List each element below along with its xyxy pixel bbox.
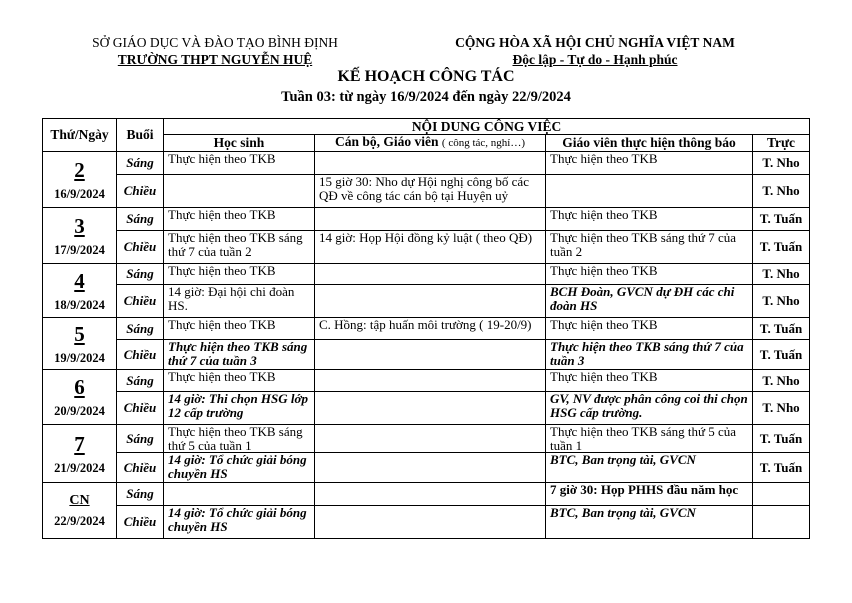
schedule-row — [43, 152, 810, 175]
day-cell — [43, 425, 117, 483]
schedule-row — [43, 340, 810, 370]
students-cell: Thực hiện theo TKB sáng thứ 7 của tuần 3 — [164, 340, 315, 370]
notice-cell: Thực hiện theo TKB sáng thứ 5 của tuần 1 — [546, 425, 753, 453]
notice-cell — [546, 175, 753, 208]
schedule-row — [43, 483, 810, 506]
schedule-row — [43, 370, 810, 392]
duty-cell — [753, 483, 810, 506]
day-date: 20/9/2024 — [54, 404, 105, 419]
schedule-row — [43, 175, 810, 208]
schedule-row — [43, 425, 810, 453]
notice-cell: 7 giờ 30: Họp PHHS đầu năm học — [546, 483, 753, 506]
schedule-row — [43, 231, 810, 264]
duty-cell — [753, 506, 810, 539]
schedule-row — [43, 264, 810, 285]
col-header-duty: Trực — [753, 135, 810, 152]
day-number: 3 — [74, 213, 85, 238]
day-cell — [43, 318, 117, 370]
notice-cell: GV, NV được phân công coi thi chọn HSG cấp trường. — [546, 392, 753, 425]
notice-cell: Thực hiện theo TKB — [546, 152, 753, 175]
day-number: 5 — [74, 321, 85, 346]
day-date: 17/9/2024 — [54, 242, 105, 257]
session-cell: Chiều — [117, 231, 164, 264]
day-date: 19/9/2024 — [54, 350, 105, 365]
work-schedule-table — [42, 118, 810, 539]
staff-cell — [315, 152, 546, 175]
students-cell: Thực hiện theo TKB sáng thứ 7 của tuần 2 — [164, 231, 315, 264]
day-number: 6 — [74, 375, 85, 400]
schedule-row — [43, 506, 810, 539]
staff-cell — [315, 370, 546, 392]
school-name: TRƯỜNG THPT NGUYỄN HUỆ — [117, 52, 313, 67]
duty-cell: T. Nho — [753, 285, 810, 318]
notice-cell: BCH Đoàn, GVCN dự ĐH các chi đoàn HS — [546, 285, 753, 318]
students-cell — [164, 483, 315, 506]
students-cell: 14 giờ: Tổ chức giải bóng chuyền HS — [164, 453, 315, 483]
staff-cell — [315, 425, 546, 453]
duty-cell: T. Nho — [753, 175, 810, 208]
document-title: KẾ HOẠCH CÔNG TÁC — [337, 68, 515, 85]
day-number: 4 — [74, 268, 85, 293]
col-header-students: Học sinh — [164, 135, 315, 152]
duty-cell: T. Tuấn — [753, 231, 810, 264]
country-name: CỘNG HÒA XÃ HỘI CHỦ NGHĨA VIỆT NAM — [455, 35, 735, 50]
duty-cell: T. Nho — [753, 152, 810, 175]
notice-cell: BTC, Ban trọng tài, GVCN — [546, 453, 753, 483]
staff-cell — [315, 483, 546, 506]
notice-cell: Thực hiện theo TKB — [546, 370, 753, 392]
schedule-row — [43, 453, 810, 483]
session-cell: Sáng — [117, 208, 164, 231]
document-subtitle: Tuần 03: từ ngày 16/9/2024 đến ngày 22/9/2024 — [281, 89, 571, 105]
duty-cell: T. Tuấn — [753, 453, 810, 483]
students-cell: Thực hiện theo TKB — [164, 318, 315, 340]
day-date: 16/9/2024 — [54, 186, 105, 201]
session-cell: Chiều — [117, 453, 164, 483]
duty-cell: T. Nho — [753, 264, 810, 285]
session-cell: Sáng — [117, 318, 164, 340]
day-cell — [43, 370, 117, 425]
staff-cell — [315, 506, 546, 539]
students-cell: Thực hiện theo TKB sáng thứ 5 của tuần 1 — [164, 425, 315, 453]
staff-cell: C. Hồng: tập huấn môi trường ( 19-20/9) — [315, 318, 546, 340]
students-cell: Thực hiện theo TKB — [164, 152, 315, 175]
day-cell — [43, 483, 117, 539]
day-number: 2 — [74, 157, 85, 182]
day-number: 7 — [74, 431, 85, 456]
day-number: CN — [69, 492, 90, 508]
students-cell — [164, 175, 315, 208]
session-cell: Chiều — [117, 285, 164, 318]
org-header — [60, 34, 370, 68]
national-header — [430, 34, 760, 68]
schedule-row — [43, 285, 810, 318]
staff-cell — [315, 285, 546, 318]
session-cell: Chiều — [117, 392, 164, 425]
day-cell — [43, 264, 117, 318]
staff-cell — [315, 208, 546, 231]
col-header-day: Thứ/Ngày — [43, 119, 117, 152]
duty-cell: T. Tuấn — [753, 340, 810, 370]
duty-cell: T. Tuấn — [753, 208, 810, 231]
col-header-session: Buổi — [117, 119, 164, 152]
students-cell: Thực hiện theo TKB — [164, 208, 315, 231]
students-cell: 14 giờ: Tổ chức giải bóng chuyền HS — [164, 506, 315, 539]
session-cell: Sáng — [117, 425, 164, 453]
session-cell: Chiều — [117, 175, 164, 208]
students-cell: Thực hiện theo TKB — [164, 264, 315, 285]
col-header-content: NỘI DUNG CÔNG VIỆC — [164, 119, 810, 135]
schedule-row — [43, 392, 810, 425]
notice-cell: Thực hiện theo TKB sáng thứ 7 của tuần 3 — [546, 340, 753, 370]
national-motto: Độc lập - Tự do - Hạnh phúc — [512, 52, 678, 67]
col-header-notice: Giáo viên thực hiện thông báo — [546, 135, 753, 152]
duty-cell: T. Nho — [753, 370, 810, 392]
day-date: 18/9/2024 — [54, 297, 105, 312]
staff-cell — [315, 264, 546, 285]
schedule-row — [43, 318, 810, 340]
notice-cell: Thực hiện theo TKB sáng thứ 7 của tuần 2 — [546, 231, 753, 264]
session-cell: Sáng — [117, 152, 164, 175]
staff-cell: 15 giờ 30: Nho dự Hội nghị công bố các QĐ về công tác cán bộ tại Huyện uỷ — [315, 175, 546, 208]
day-date: 22/9/2024 — [54, 513, 105, 528]
day-cell — [43, 208, 117, 264]
notice-cell: Thực hiện theo TKB — [546, 264, 753, 285]
department-name: SỞ GIÁO DỤC VÀ ĐÀO TẠO BÌNH ĐỊNH — [92, 35, 338, 50]
session-cell: Sáng — [117, 264, 164, 285]
session-cell: Sáng — [117, 370, 164, 392]
students-cell: 14 giờ: Thi chọn HSG lớp 12 cấp trường — [164, 392, 315, 425]
session-cell: Chiều — [117, 506, 164, 539]
staff-cell — [315, 392, 546, 425]
staff-cell — [315, 340, 546, 370]
staff-cell — [315, 453, 546, 483]
staff-cell: 14 giờ: Họp Hội đồng kỷ luật ( theo QĐ) — [315, 231, 546, 264]
notice-cell: Thực hiện theo TKB — [546, 318, 753, 340]
schedule-row — [43, 208, 810, 231]
col-header-staff-note: ( công tác, nghỉ…) — [441, 137, 525, 150]
duty-cell: T. Tuấn — [753, 318, 810, 340]
session-cell: Sáng — [117, 483, 164, 506]
students-cell: 14 giờ: Đại hội chi đoàn HS. — [164, 285, 315, 318]
notice-cell: BTC, Ban trọng tài, GVCN — [546, 506, 753, 539]
duty-cell: T. Tuấn — [753, 425, 810, 453]
session-cell: Chiều — [117, 340, 164, 370]
students-cell: Thực hiện theo TKB — [164, 370, 315, 392]
duty-cell: T. Nho — [753, 392, 810, 425]
col-header-staff: Cán bộ, Giáo viên ( công tác, nghỉ…) — [315, 135, 546, 152]
notice-cell: Thực hiện theo TKB — [546, 208, 753, 231]
day-date: 21/9/2024 — [54, 460, 105, 475]
day-cell — [43, 152, 117, 208]
